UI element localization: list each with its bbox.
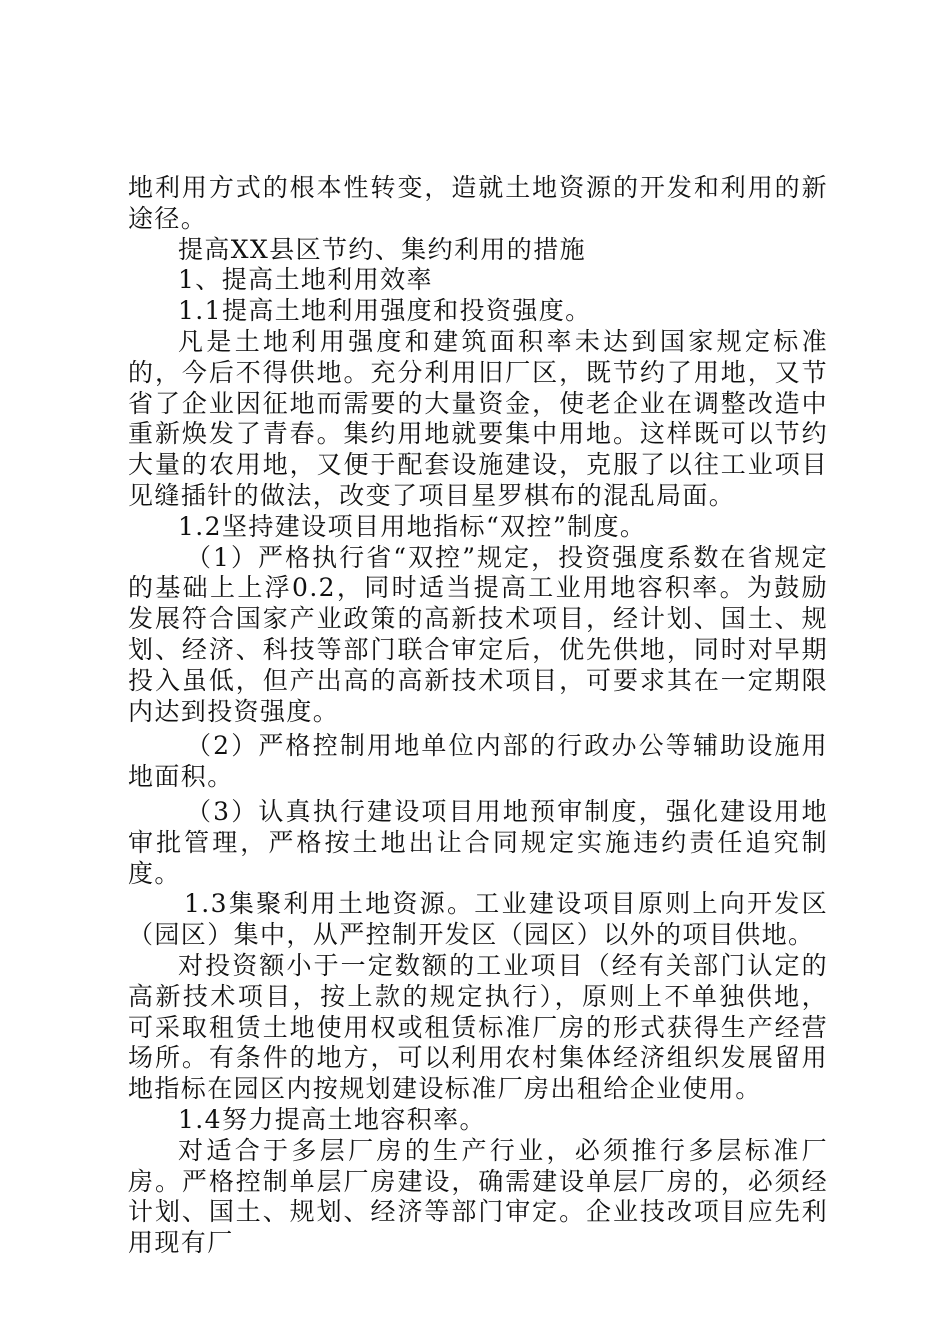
document-body	[128, 173, 828, 1259]
paragraph-continuation: 地利用方式的根本性转变，造就土地资源的开发和利用的新途径。	[128, 173, 828, 233]
heading-level-1: 1、提高土地利用效率	[178, 265, 433, 295]
paragraph-body: 对适合于多层厂房的生产行业，必须推行多层标准厂房。严格控制单层厂房建设，确需建设单层厂房的，必须经计划、国土、规划、经济等部门审定。企业技改项目应先利用现有厂	[128, 1135, 828, 1258]
heading-1-4: 1.4努力提高土地容积率。	[178, 1104, 486, 1134]
heading-1-1: 1.1提高土地利用强度和投资强度。	[178, 296, 592, 326]
heading-1-3: 1.3集聚利用土地资源。工业建设项目原则上向开发区（园区）集中，从严控制开发区（园区）以外的项目供地。	[128, 889, 828, 950]
list-item-3: （3）认真执行建设项目用地预审制度，强化建设用地审批管理，严格按土地出让合同规定实施违约责任追究制度。	[128, 796, 828, 888]
list-item-1: （1）严格执行省“双控”规定，投资强度系数在省规定的基础上上浮0.2，同时适当提高工业用地容积率。为鼓励发展符合国家产业政策的高新技术项目，经计划、国土、规划、经济、科技等部门联合审定后，优先供地，同时对早期投入虽低，但产出高的高新技术项目，可要求其在一定期限内达到投资强度。	[128, 542, 828, 726]
section-heading: 提高XX县区节约、集约利用的措施	[178, 234, 586, 264]
paragraph-body: 凡是土地利用强度和建筑面积率未达到国家规定标准的，今后不得供地。充分利用旧厂区，既节约了用地，又节省了企业因征地而需要的大量资金，使老企业在调整改造中重新焕发了青春。集约用地就要集中用地。这样既可以节约大量的农用地，又便于配套设施建设，克服了以往工业项目见缝插针的做法，改变了项目星罗棋布的混乱局面。	[128, 326, 828, 510]
paragraph-body: 对投资额小于一定数额的工业项目（经有关部门认定的高新技术项目，按上款的规定执行），原则上不单独供地，可采取租赁土地使用权或租赁标准厂房的形式获得生产经营场所。有条件的地方，可以利用农村集体经济组织发展留用地指标在园区内按规划建设标准厂房出租给企业使用。	[128, 950, 828, 1104]
list-item-2: （2）严格控制用地单位内部的行政办公等辅助设施用地面积。	[128, 731, 828, 792]
heading-1-2: 1.2坚持建设项目用地指标“双控”制度。	[178, 511, 647, 541]
